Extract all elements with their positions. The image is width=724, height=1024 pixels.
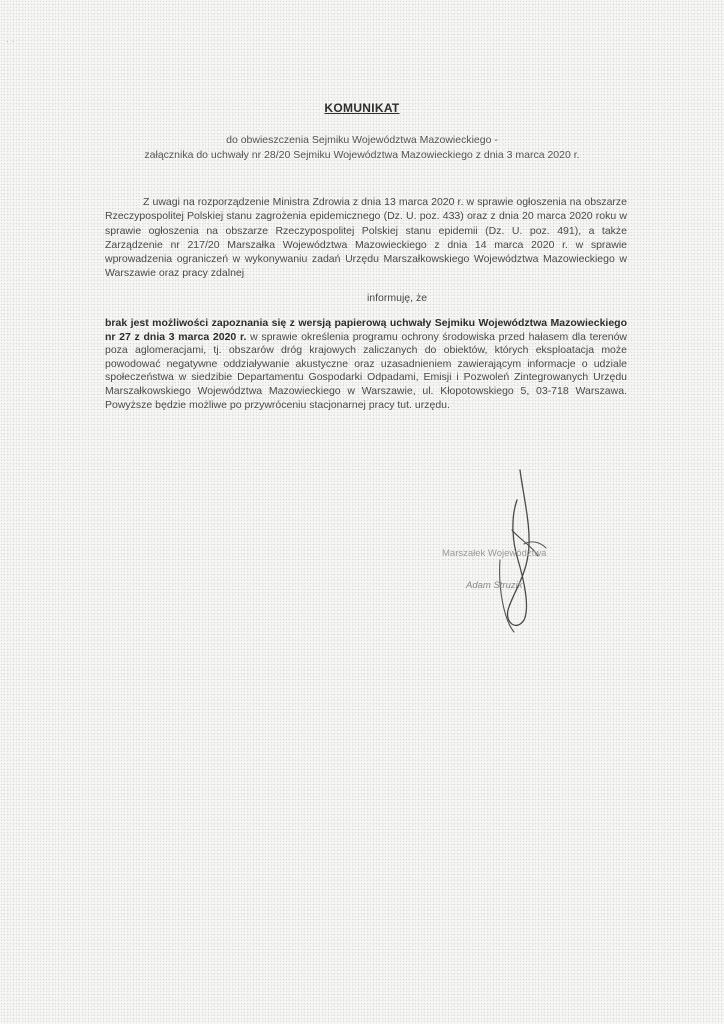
subtitle-line-2: załącznika do uchwały nr 28/20 Sejmiku Województwa Mazowieckiego z dnia 3 marca 2020 r. [144, 149, 580, 161]
signature-role-stamp: Marszałek Województwa [442, 548, 547, 559]
signature-block [420, 460, 610, 640]
paragraph-announcement [105, 317, 627, 412]
paragraph-1-text: Z uwagi na rozporządzenie Ministra Zdrowia z dnia 13 marca 2020 r. w sprawie ogłoszenia na obszarze Rzeczypospolitej Polskiej stanu zagrożenia epidemicznego (Dz. U. poz. 433) oraz z dnia 20 marca 2020 roku w sprawie ogłoszenia na obszarze Rzeczypospolitej Polskiej stanu epidemii (Dz. U. poz. 491), a także Zarządzenie nr 217/20 Marszałka Województwa Mazowieckiego z dnia 14 marca 2020 r. w sprawie wprowadzenia ograniczeń w wykonywaniu zadań Urzędu Marszałkowskiego Województwa Mazowieckiego w Warszawie oraz pracy zdalnej [105, 196, 627, 280]
subtitle-line-1: do obwieszczenia Sejmiku Województwa Mazowieckiego - [226, 134, 498, 146]
paragraph-legal-basis [105, 195, 627, 281]
signature-name-stamp: Adam Struzik [466, 580, 523, 591]
announcement-bold-text: brak jest możliwości zapoznania się z wersją papierową uchwały Sejmiku Województwa Mazowieckiego nr 27 z dnia 3 marca 2020 r. [105, 317, 627, 343]
scan-mark: · · [6, 36, 15, 46]
document-title: KOMUNIKAT [324, 101, 400, 115]
inform-phrase: informuję, że [366, 292, 428, 304]
announcement-text: w sprawie określenia programu ochrony środowiska przed hałasem dla terenów poza aglomeracjami, tj. obszarów dróg krajowych zaliczanych do obiektów, których eksploatacja może powodować negatywne oddziaływanie akustyczne oraz uzasadnieniem zawierającym informacje o udziale społeczeństwa w siedzibie Departamentu Gospodarki Odpadami, Emisji i Pozwoleń Zintegrowanych Urzędu Marszałkowskiego Województwa Mazowieckiego w Warszawie, ul. Kłopotowskiego 5, 03-718 Warszawa. Powyższe będzie możliwe po przywróceniu stacjonarnej pracy tut. urzędu. [105, 330, 628, 411]
